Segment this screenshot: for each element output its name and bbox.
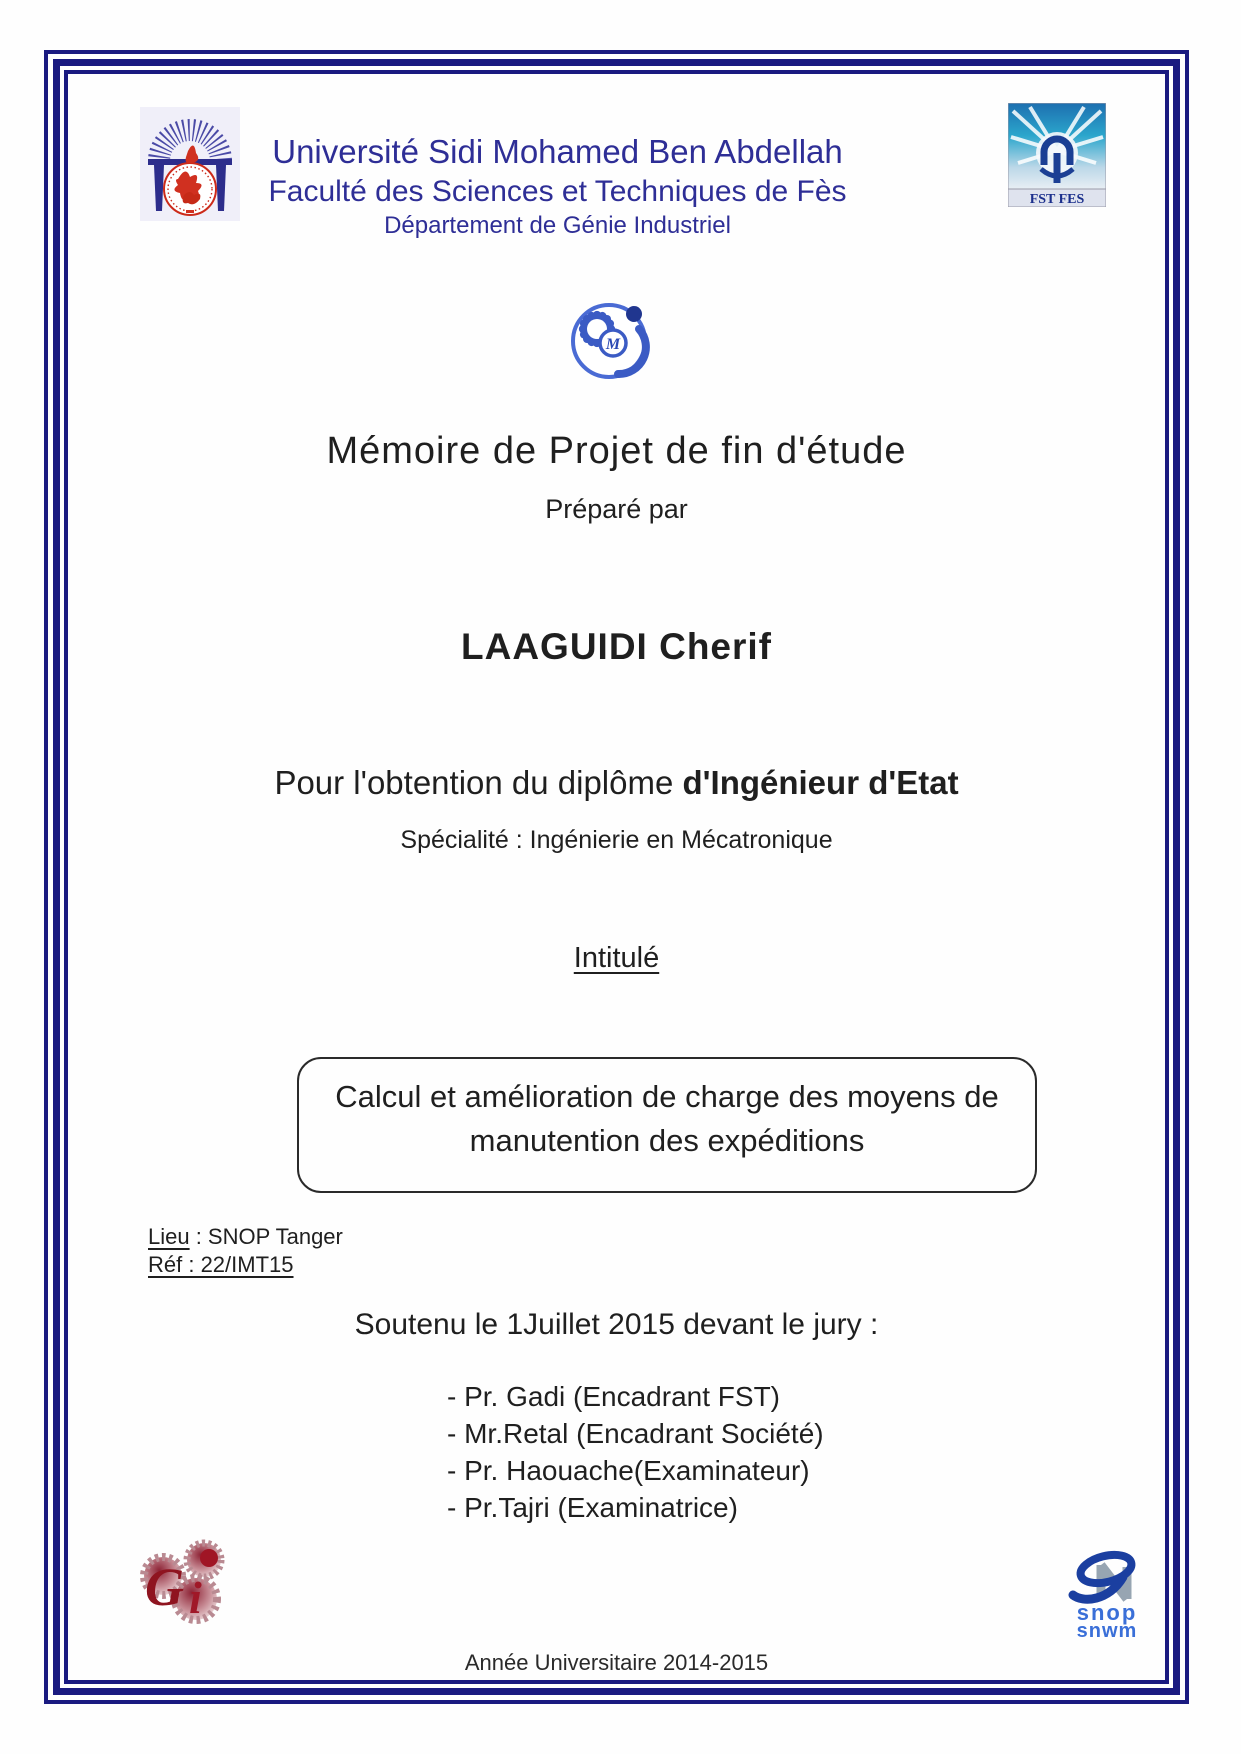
specialty-line: Spécialité : Ingénierie en Mécatronique	[400, 826, 833, 854]
jury-member: - Pr.Tajri (Examinatrice)	[447, 1492, 738, 1523]
institution-header	[250, 134, 865, 239]
gi-department-logo-icon	[133, 1533, 240, 1643]
mecatronique-gear-icon	[567, 285, 651, 398]
degree-prefix: Pour l'obtention du diplôme	[274, 764, 683, 801]
jury-member: - Mr.Retal (Encadrant Société)	[447, 1418, 824, 1449]
usmba-university-logo-icon	[140, 107, 240, 226]
department-name: Département de Génie Industriel	[384, 211, 731, 239]
snop-text: snop	[1076, 1600, 1138, 1625]
project-title-box	[297, 1057, 1037, 1193]
author-name: LAAGUIDI Cherif	[461, 626, 772, 667]
lieu-label: Lieu	[148, 1224, 190, 1249]
reference-line: Réf : 22/IMT15	[148, 1252, 294, 1277]
jury-list	[447, 1378, 824, 1526]
jury-member: - Pr. Gadi (Encadrant FST)	[447, 1381, 780, 1412]
gi-letter-i: i	[189, 1572, 202, 1623]
gear-letter: M	[605, 336, 621, 353]
jury-member: - Pr. Haouache(Examinateur)	[447, 1455, 810, 1486]
project-title: Calcul et amélioration de charge des moyens de manutention des expéditions	[335, 1079, 999, 1158]
gi-letter-g: G	[145, 1557, 184, 1617]
faculty-name: Faculté des Sciences et Techniques de Fès	[268, 174, 847, 208]
document-title: Mémoire de Projet de fin d'étude	[326, 430, 907, 472]
lieu-value: : SNOP Tanger	[189, 1224, 343, 1249]
snop-logo-icon	[1057, 1543, 1157, 1645]
snwm-text: snwm	[1076, 1620, 1138, 1640]
degree-name: d'Ingénieur d'Etat	[682, 764, 959, 801]
fst-fes-label: FST FES	[1029, 192, 1085, 207]
degree-line	[64, 764, 1169, 802]
academic-year: Année Universitaire 2014-2015	[464, 1650, 769, 1675]
location-line	[148, 1224, 343, 1250]
university-name: Université Sidi Mohamed Ben Abdellah	[272, 133, 843, 170]
defense-date-line: Soutenu le 1Juillet 2015 devant le jury :	[354, 1308, 879, 1341]
intitule-heading: Intitulé	[573, 942, 660, 974]
prepared-by-label: Préparé par	[545, 494, 688, 524]
fst-fes-logo-icon	[1008, 103, 1106, 212]
